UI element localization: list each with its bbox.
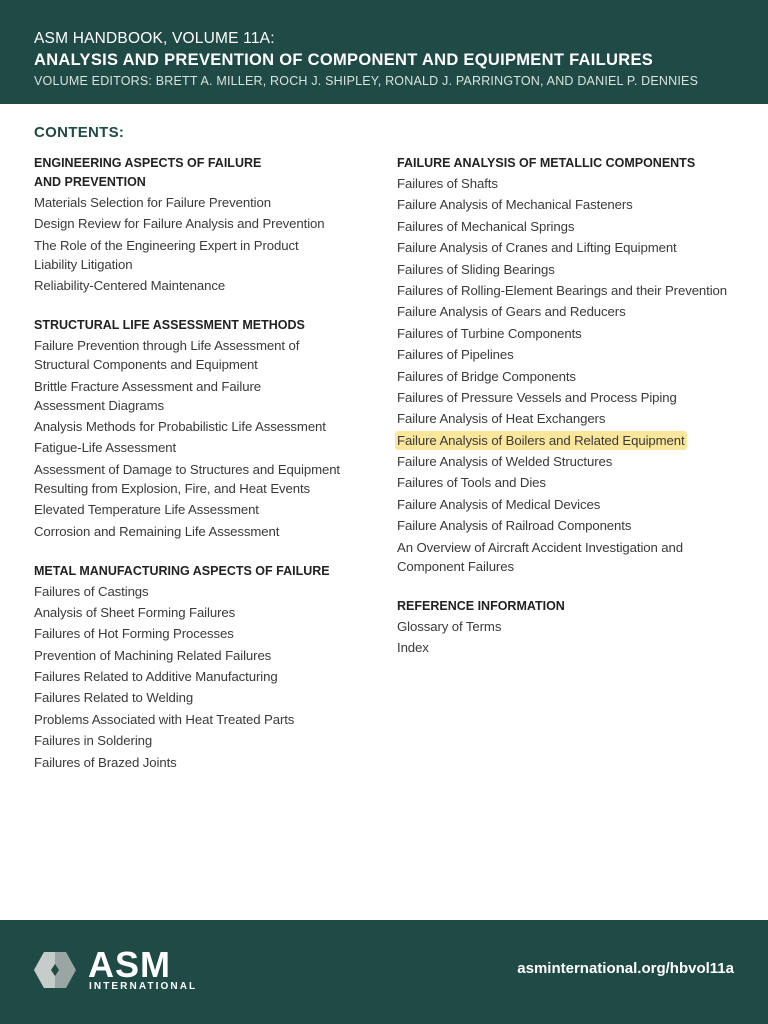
contents-item[interactable]: Failures of Hot Forming Processes xyxy=(34,626,234,642)
contents-item[interactable]: Index xyxy=(397,640,429,656)
contents-heading: CONTENTS: xyxy=(34,124,125,141)
contents-item[interactable]: Analysis Methods for Probabilistic Life Assessment xyxy=(34,418,326,434)
contents-item[interactable]: Fatigue-Life Assessment xyxy=(34,440,177,456)
section-engineering-aspects xyxy=(34,154,374,295)
contents-left-column xyxy=(34,154,374,793)
contents-item[interactable]: Failures of Sliding Bearings xyxy=(397,261,555,277)
section-heading: REFERENCE INFORMATION xyxy=(397,598,565,613)
section-heading: METAL MANUFACTURING ASPECTS OF FAILURE xyxy=(34,563,330,578)
contents-item[interactable]: Failures of Rolling-Element Bearings and their Prevention xyxy=(397,282,728,298)
contents-item[interactable]: Brittle Fracture Assessment and Failure Assessment Diagrams xyxy=(34,378,261,413)
contents-item[interactable]: Failure Analysis of Heat Exchangers xyxy=(397,411,606,427)
contents-item[interactable]: Materials Selection for Failure Prevention xyxy=(34,195,271,210)
contents-item[interactable]: The Role of the Engineering Expert in Product Liability Litigation xyxy=(34,237,299,272)
contents-item[interactable]: Design Review for Failure Analysis and Prevention xyxy=(34,216,325,232)
section-structural-life xyxy=(34,316,374,540)
volume-editors: VOLUME EDITORS: BRETT A. MILLER, ROCH J. SHIPLEY, RONALD J. PARRINGTON, AND DANIEL P. DENNIES xyxy=(34,74,699,88)
page-footer xyxy=(0,920,768,1024)
contents-item[interactable]: Failures of Turbine Components xyxy=(397,325,582,341)
contents-item[interactable]: Failure Analysis of Gears and Reducers xyxy=(397,304,626,320)
contents-item[interactable]: Failure Analysis of Mechanical Fasteners xyxy=(397,197,633,213)
section-metallic-components xyxy=(397,154,747,576)
contents-item[interactable]: Failure Prevention through Life Assessment of Structural Components and Equipment xyxy=(34,338,300,373)
contents-item[interactable]: Failures of Mechanical Springs xyxy=(397,218,575,234)
contents-item[interactable]: Failure Analysis of Cranes and Lifting Equipment xyxy=(397,240,677,256)
website-link[interactable]: asminternational.org/hbvol11a xyxy=(517,960,734,977)
contents-right-column xyxy=(397,154,747,678)
contents-item[interactable]: Reliability-Centered Maintenance xyxy=(34,278,226,294)
contents-item[interactable]: Elevated Temperature Life Assessment xyxy=(34,502,259,518)
contents-item[interactable]: Prevention of Machining Related Failures xyxy=(34,647,272,663)
contents-item[interactable]: Analysis of Sheet Forming Failures xyxy=(34,604,236,620)
contents-item[interactable]: Assessment of Damage to Structures and Equipment Resulting from Explosion, Fire, and Heat Events xyxy=(34,461,340,496)
contents-item[interactable]: Failure Analysis of Medical Devices xyxy=(397,496,601,512)
contents-item[interactable]: Failures Related to Additive Manufacturing xyxy=(34,669,278,685)
contents-item[interactable]: Failures of Pipelines xyxy=(397,347,514,363)
asm-logo-wordmark: ASM xyxy=(88,944,171,985)
contents-item[interactable]: Failures Related to Welding xyxy=(34,690,194,706)
asm-logo-subtitle: INTERNATIONAL xyxy=(89,981,198,992)
contents-item[interactable]: Failures of Brazed Joints xyxy=(34,754,177,770)
section-heading-line: AND PREVENTION xyxy=(34,175,146,189)
contents-item[interactable]: Failures of Castings xyxy=(34,583,149,599)
contents-item[interactable]: Failures of Bridge Components xyxy=(397,368,576,384)
contents-item[interactable]: Glossary of Terms xyxy=(397,618,502,634)
handbook-volume-label: ASM HANDBOOK, VOLUME 11A: xyxy=(34,30,275,47)
contents-item[interactable]: Failure Analysis of Welded Structures xyxy=(397,454,613,470)
contents-item[interactable]: An Overview of Aircraft Accident Investigation and Component Failures xyxy=(397,539,684,574)
contents-item[interactable]: Problems Associated with Heat Treated Parts xyxy=(34,711,295,727)
page-header xyxy=(0,0,768,104)
contents-item[interactable]: Failure Analysis of Railroad Components xyxy=(397,518,632,534)
section-heading: FAILURE ANALYSIS OF METALLIC COMPONENTS xyxy=(397,156,696,170)
section-heading xyxy=(34,154,284,192)
section-reference-information xyxy=(397,597,747,657)
handbook-title: ANALYSIS AND PREVENTION OF COMPONENT AND EQUIPMENT FAILURES xyxy=(34,51,654,69)
section-heading-line: ENGINEERING ASPECTS OF FAILURE xyxy=(34,156,262,170)
section-metal-manufacturing xyxy=(34,562,374,772)
asm-hexagon-logo-icon xyxy=(33,950,77,995)
contents-item[interactable]: Failures of Shafts xyxy=(397,176,498,191)
contents-item[interactable]: Failures in Soldering xyxy=(34,733,153,749)
contents-item[interactable]: Failures of Tools and Dies xyxy=(397,475,546,491)
contents-item[interactable]: Corrosion and Remaining Life Assessment xyxy=(34,523,280,539)
contents-item[interactable]: Failures of Pressure Vessels and Process Piping xyxy=(397,389,677,405)
section-heading: STRUCTURAL LIFE ASSESSMENT METHODS xyxy=(34,318,305,333)
contents-item-highlighted[interactable]: Failure Analysis of Boilers and Related Equipment xyxy=(397,432,685,448)
